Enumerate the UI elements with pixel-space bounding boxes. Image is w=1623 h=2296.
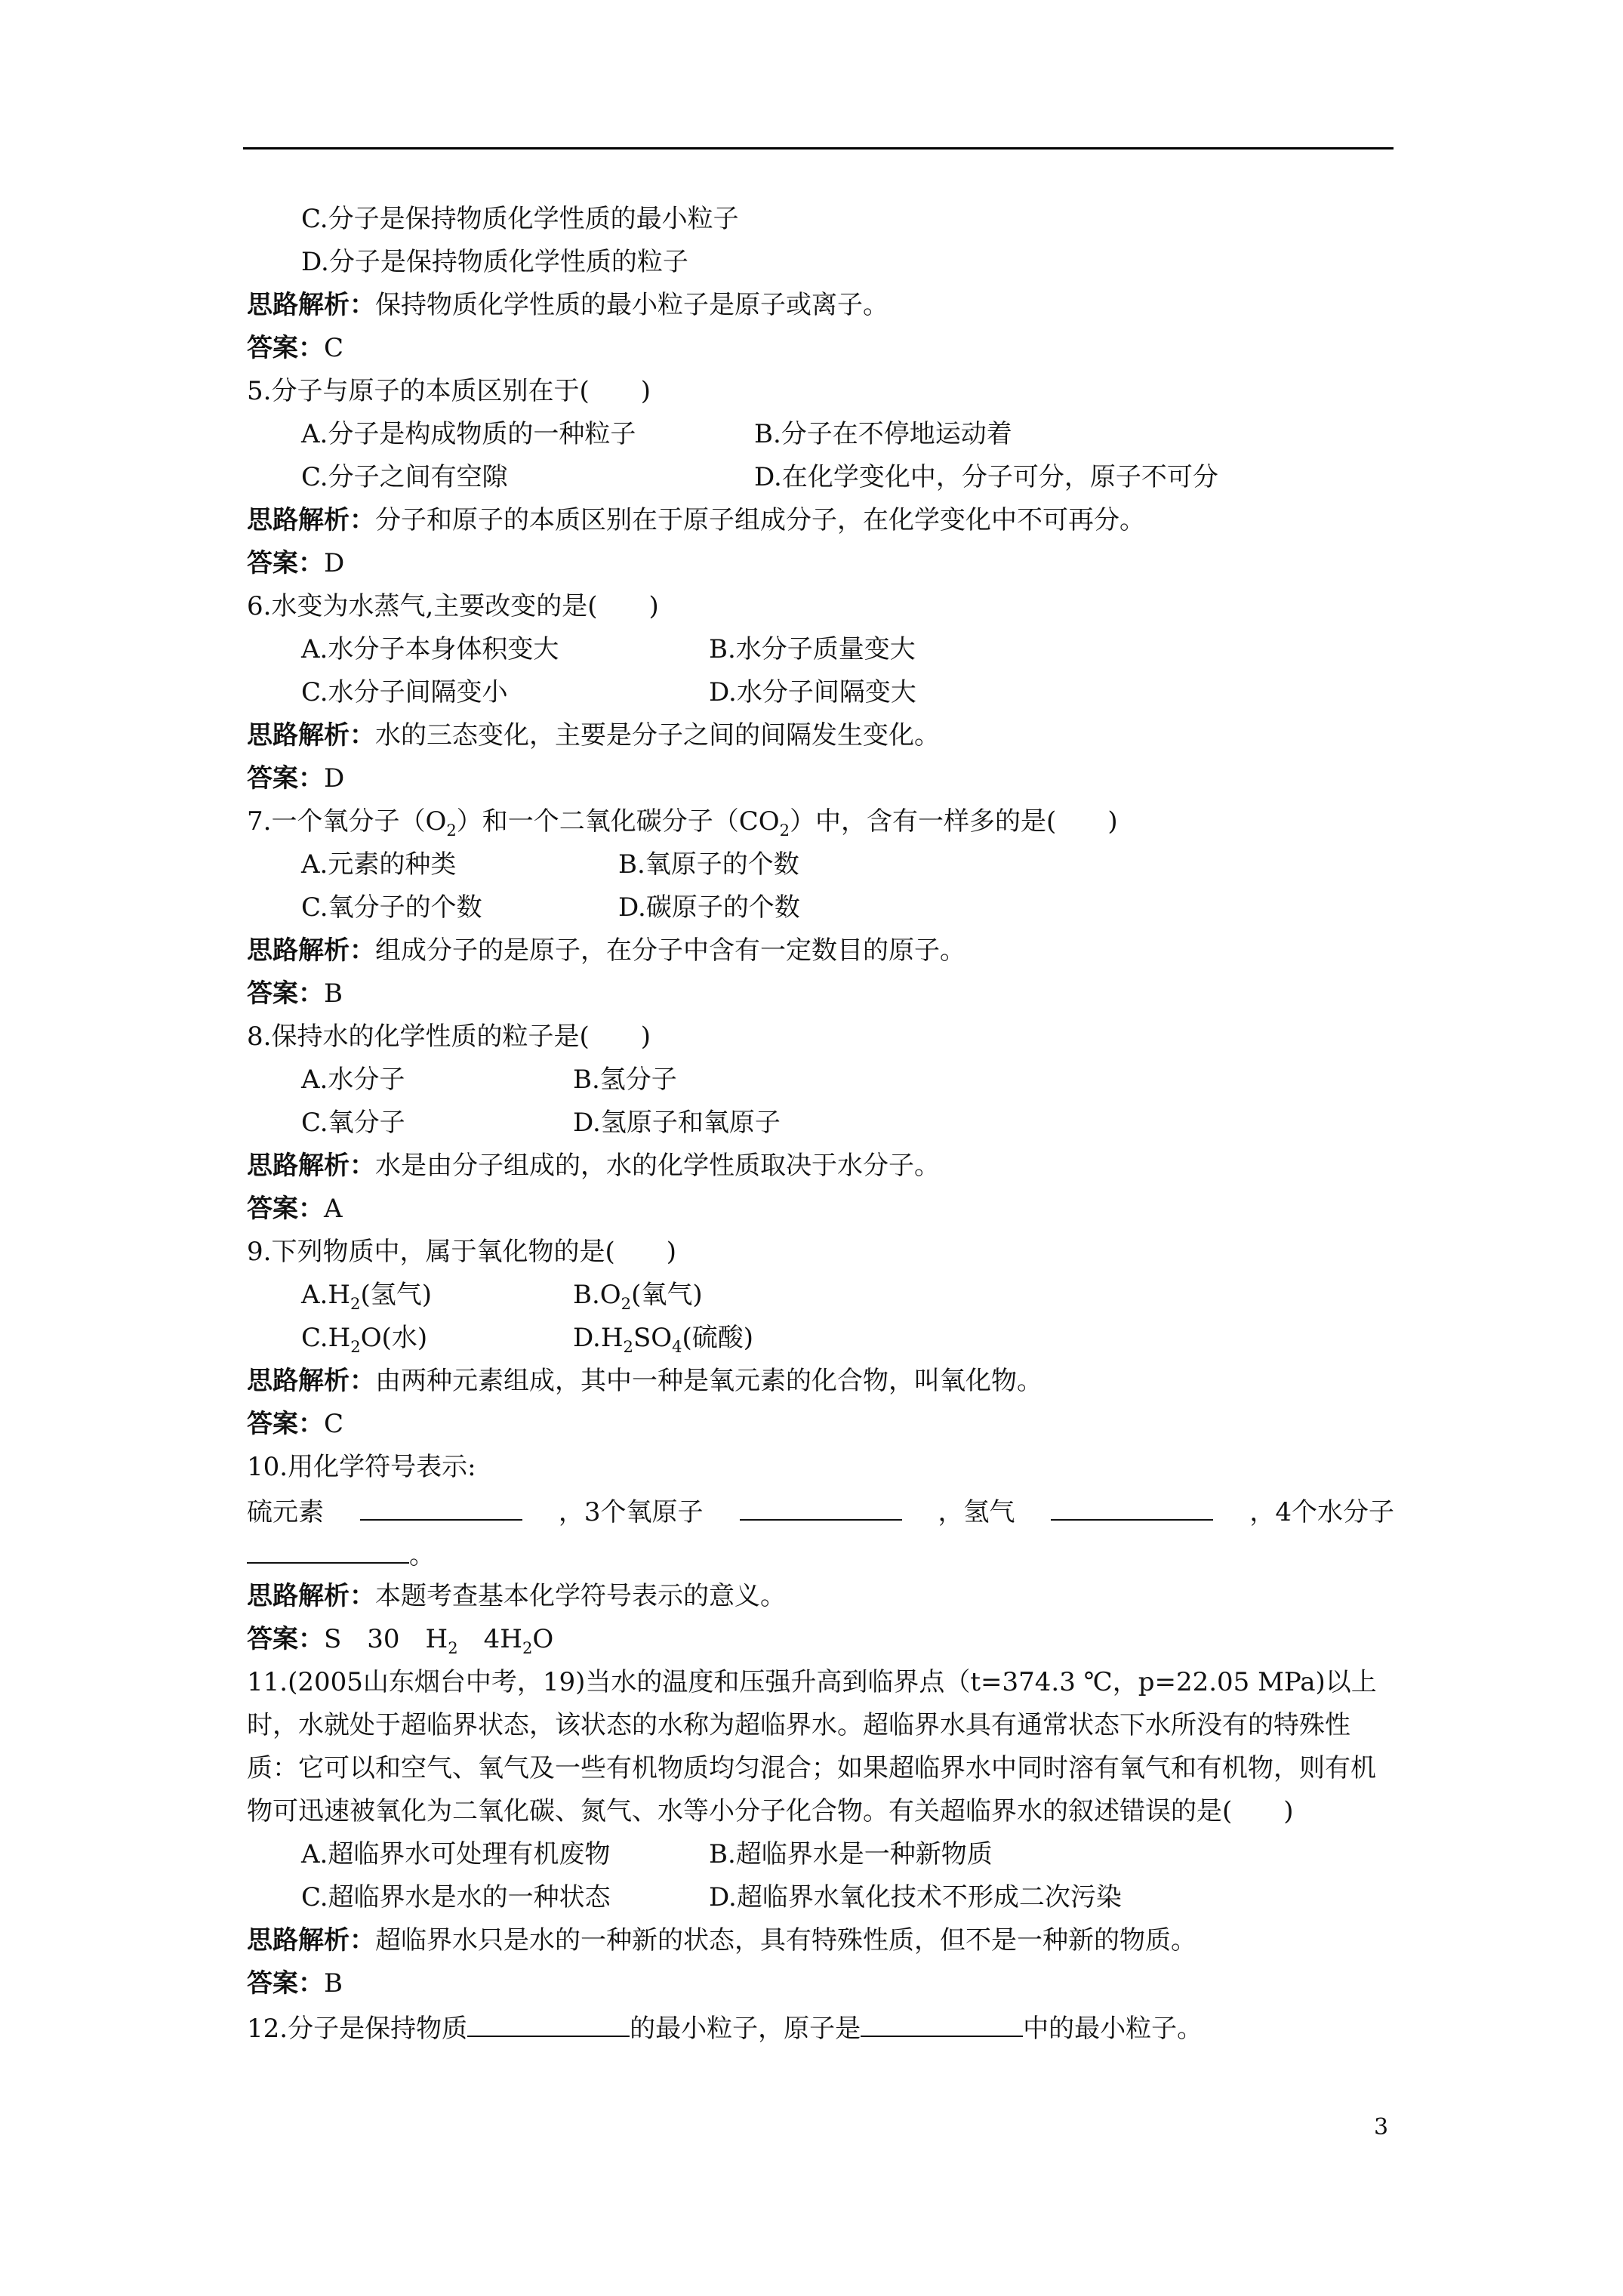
q8-options-cd	[247, 1102, 1394, 1145]
answer-label: 答案：	[247, 1409, 324, 1439]
q10-part-3: ，氢气	[938, 1497, 1015, 1527]
analysis-label: 思路解析：	[247, 1925, 375, 1955]
q9-option-d: $D.H_2SO_4$(硫酸)	[573, 1323, 754, 1356]
analysis-label: 思路解析：	[247, 505, 375, 535]
q8-option-d: D.氢原子和氧原子	[573, 1108, 781, 1138]
q9-options-ab	[247, 1274, 1394, 1317]
analysis-label: 思路解析：	[247, 290, 375, 320]
answer-label: 答案：	[247, 548, 324, 578]
q10-fill-line-end	[247, 1532, 1394, 1575]
answer-label: 答案：	[247, 1624, 324, 1654]
q8-stem: 8.保持水的化学性质的粒子是( )	[247, 1022, 651, 1052]
q9-analysis-text: 由两种元素组成，其中一种是氧元素的化合物，叫氧化物。	[375, 1366, 1042, 1396]
q10-part-2: ，3个氧原子	[558, 1497, 704, 1527]
q7-answer	[247, 972, 1394, 1015]
q7-answer-text: B	[324, 978, 343, 1009]
q4-answer	[247, 327, 1394, 370]
header-rule	[243, 147, 1394, 149]
q9-option-b: $B.O_2$(氧气)	[573, 1280, 703, 1313]
answer-label: 答案：	[247, 1968, 324, 1999]
q10-analysis-text: 本题考查基本化学符号表示的意义。	[375, 1581, 786, 1611]
q4-answer-text: C	[324, 333, 344, 363]
q9-option-c: $C.H_2O$(水)	[301, 1323, 428, 1356]
q7-options-ab	[247, 843, 1394, 886]
q8-options-ab	[247, 1059, 1394, 1102]
analysis-label: 思路解析：	[247, 1581, 375, 1611]
q12-part-1: 12.分子是保持物质	[247, 2014, 468, 2044]
q6-options-ab	[247, 628, 1394, 671]
q10-answer-text: S 30 $H_2$ $4H_2O$	[324, 1624, 554, 1657]
q12-stem	[247, 2005, 1394, 2048]
answer-label: 答案：	[247, 763, 324, 794]
q6-analysis	[247, 714, 1394, 757]
q5-options-ab	[247, 413, 1394, 456]
q11-analysis-text: 超临界水只是水的一种新的状态，具有特殊性质，但不是一种新的物质。	[375, 1925, 1196, 1955]
q8-analysis-text: 水是由分子组成的，水的化学性质取决于水分子。	[375, 1151, 940, 1181]
q11-option-d: D.超临界水氧化技术不形成二次污染	[709, 1882, 1122, 1912]
q11-analysis	[247, 1919, 1394, 1962]
q10-part-4: ，4个水分子	[1249, 1497, 1394, 1527]
q10-blank-1[interactable]	[360, 1489, 522, 1521]
q8-answer-text: A	[324, 1194, 343, 1224]
q4-option-d: D.分子是保持物质化学性质的粒子	[301, 247, 688, 277]
q5-analysis	[247, 499, 1394, 542]
q10-blank-4[interactable]	[247, 1532, 409, 1564]
q5-option-a: A.分子是构成物质的一种粒子	[301, 419, 636, 449]
q8-analysis	[247, 1145, 1394, 1188]
q8-option-b: B.氢分子	[573, 1065, 677, 1095]
q7-options-cd	[247, 886, 1394, 929]
q11-options-ab	[247, 1833, 1394, 1876]
q10-part-1: 硫元素	[247, 1497, 324, 1527]
q10-end: 。	[409, 1540, 435, 1570]
answer-label: 答案：	[247, 978, 324, 1009]
q5-answer	[247, 542, 1394, 585]
q5-analysis-text: 分子和原子的本质区别在于原子组成分子，在化学变化中不可再分。	[375, 505, 1145, 535]
analysis-label: 思路解析：	[247, 1151, 375, 1181]
q11-option-a: A.超临界水可处理有机废物	[301, 1839, 611, 1869]
q9-options-cd	[247, 1317, 1394, 1360]
q6-options-cd	[247, 671, 1394, 714]
q6-option-b: B.水分子质量变大	[709, 634, 916, 664]
q8-option-a: A.水分子	[301, 1065, 405, 1095]
q7-stem-subscript: 2	[779, 820, 790, 840]
page-number: 3	[1374, 2114, 1389, 2140]
q7-option-b: B.氧原子的个数	[618, 849, 799, 880]
q11-stem: 11.(2005山东烟台中考，19)当水的温度和压强升高到临界点（t=374.3 ℃，p=22.05 MPa)以上时，水就处于超临界状态，该状态的水称为超临界水。超临界水具有通常状态下水所没有的特殊性质：它可以和空气、氧气及一些有机物质均匀混合；如果超临界水中同时溶有氧气和有机物，则有机物可迅速被氧化为二氧化碳、氮气、水等小分子化合物。有关超临界水的叙述错误的是( )	[247, 1667, 1377, 1826]
q7-stem-subscript: 2	[446, 820, 457, 840]
q6-stem: 6.水变为水蒸气,主要改变的是( )	[247, 591, 659, 621]
q5-option-c: C.分子之间有空隙	[301, 462, 508, 492]
q4-option-c: C.分子是保持物质化学性质的最小粒子	[301, 204, 739, 234]
q7-stem-part: ）和一个二氧化碳分子（CO	[456, 806, 780, 837]
q7-analysis	[247, 929, 1394, 972]
q7-stem-part: 7.一个氧分子（O	[247, 806, 447, 837]
analysis-label: 思路解析：	[247, 935, 375, 966]
q12-part-2: 的最小粒子，原子是	[630, 2014, 861, 2044]
q11-answer-text: B	[324, 1968, 343, 1999]
q7-option-d: D.碳原子的个数	[618, 892, 800, 923]
q10-answer	[247, 1618, 1394, 1661]
q7-option-c: C.氧分子的个数	[301, 892, 482, 923]
q7-stem	[247, 800, 1394, 843]
q6-option-d: D.水分子间隔变大	[709, 677, 916, 707]
q9-stem: 9.下列物质中，属于氧化物的是( )	[247, 1237, 676, 1267]
q5-option-b: B.分子在不停地运动着	[754, 419, 1012, 449]
q4-analysis-text: 保持物质化学性质的最小粒子是原子或离子。	[375, 290, 888, 320]
q5-answer-text: D	[324, 548, 345, 578]
q8-option-c: C.氧分子	[301, 1108, 405, 1138]
q6-option-c: C.水分子间隔变小	[301, 677, 508, 707]
q10-fill-line	[247, 1489, 1394, 1532]
q5-option-d: D.在化学变化中，分子可分，原子不可分	[754, 462, 1218, 492]
q6-answer-text: D	[324, 763, 345, 794]
q7-option-a: A.元素的种类	[301, 849, 457, 880]
q11-option-b: B.超临界水是一种新物质	[709, 1839, 993, 1869]
answer-label: 答案：	[247, 333, 324, 363]
q5-options-cd	[247, 456, 1394, 499]
q11-option-c: C.超临界水是水的一种状态	[301, 1882, 611, 1912]
q12-part-3: 中的最小粒子。	[1023, 2014, 1203, 2044]
q10-stem: 10.用化学符号表示:	[247, 1452, 476, 1482]
q9-option-a: $A.H_2$(氢气)	[301, 1280, 432, 1313]
q9-analysis	[247, 1360, 1394, 1403]
q6-option-a: A.水分子本身体积变大	[301, 634, 559, 664]
q8-answer	[247, 1188, 1394, 1231]
q10-analysis	[247, 1575, 1394, 1618]
q7-analysis-text: 组成分子的是原子，在分子中含有一定数目的原子。	[375, 935, 965, 966]
analysis-label: 思路解析：	[247, 720, 375, 750]
q10-blank-3[interactable]	[1051, 1489, 1213, 1521]
q6-analysis-text: 水的三态变化，主要是分子之间的间隔发生变化。	[375, 720, 940, 750]
q10-blank-2[interactable]	[740, 1489, 902, 1521]
q9-answer	[247, 1403, 1394, 1446]
answer-label: 答案：	[247, 1194, 324, 1224]
document-body	[247, 198, 1394, 2048]
q5-stem: 5.分子与原子的本质区别在于( )	[247, 376, 651, 406]
q9-answer-text: C	[324, 1409, 344, 1439]
q11-answer	[247, 1962, 1394, 2005]
q4-analysis	[247, 284, 1394, 327]
q6-answer	[247, 757, 1394, 800]
q12-blank-1[interactable]	[467, 2005, 630, 2037]
q12-blank-2[interactable]	[861, 2005, 1023, 2037]
analysis-label: 思路解析：	[247, 1366, 375, 1396]
q7-stem-part: ）中，含有一样多的是( )	[790, 806, 1118, 837]
q11-options-cd	[247, 1876, 1394, 1919]
